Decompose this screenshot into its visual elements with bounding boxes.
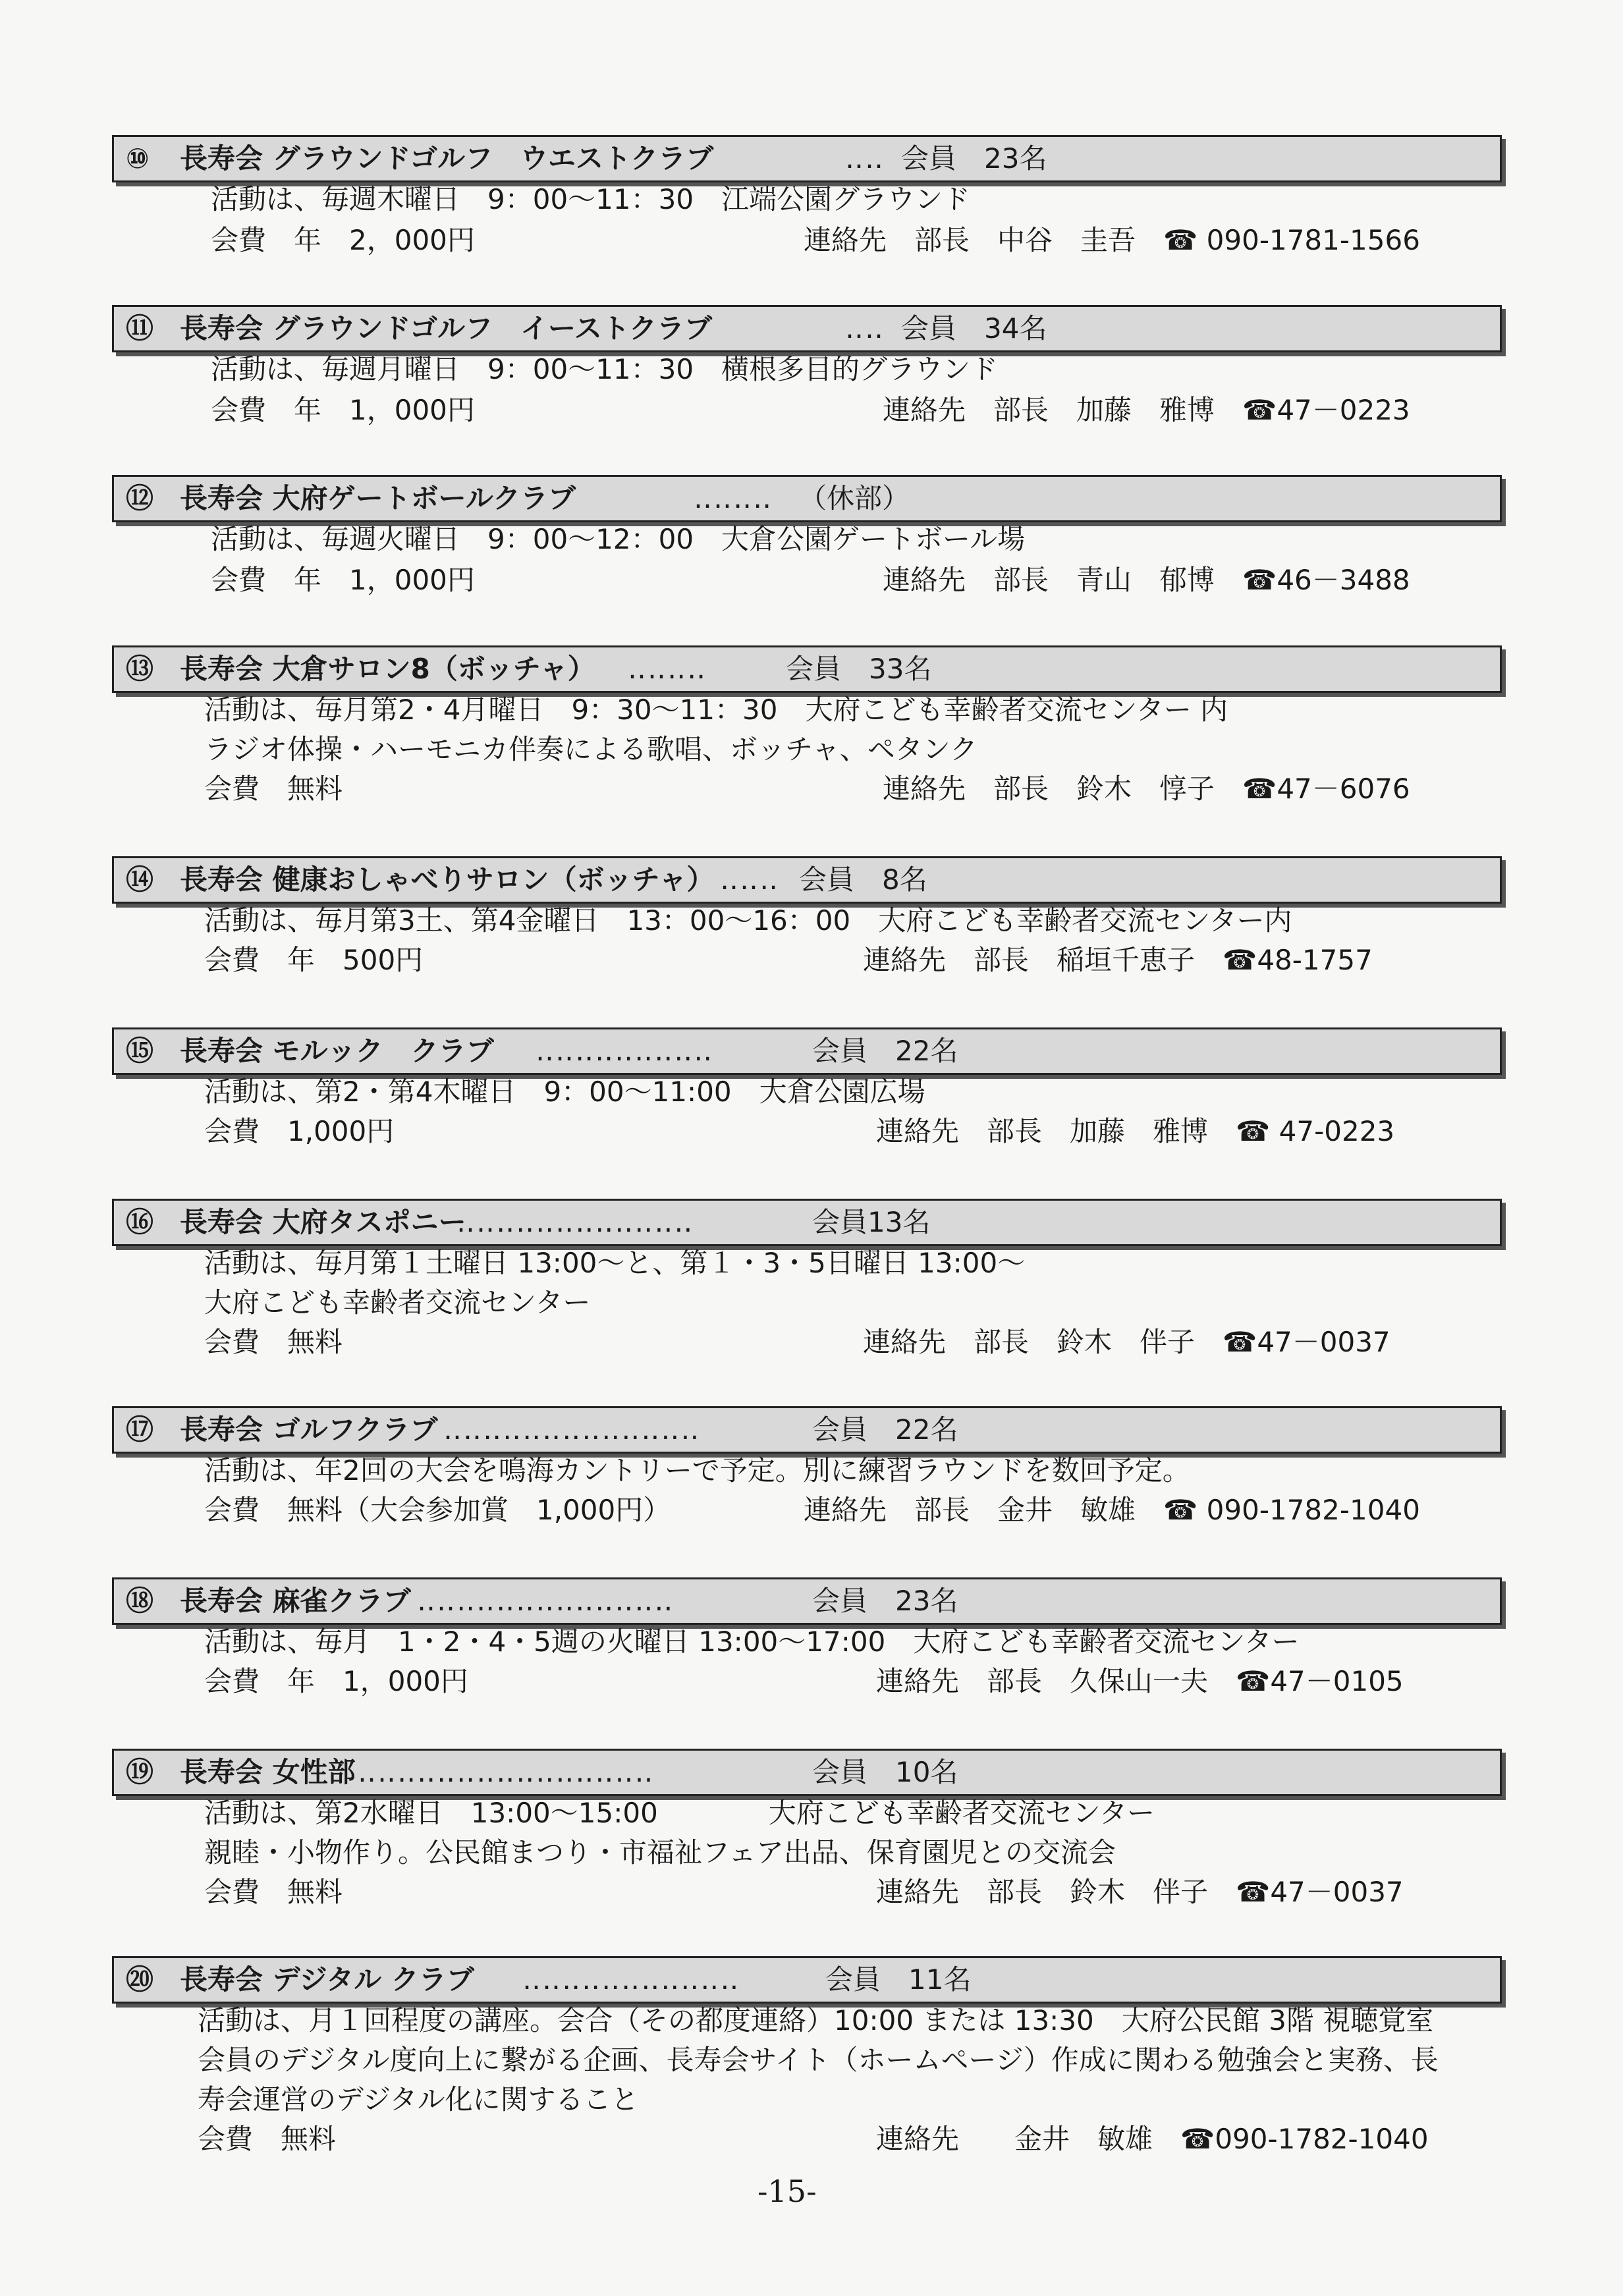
activity-line: 活動は、年2回の大会を鳴海カントリーで予定。別に練習ラウンドを数回予定。	[204, 1454, 1190, 1487]
contact-line: 連絡先 部長 中谷 圭吾 ☎ 090-1781-1566	[804, 224, 1420, 256]
contact-line: 連絡先 部長 鈴木 伴子 ☎47－0037	[876, 1876, 1404, 1908]
fee-line: 会費 年 1，000円	[204, 1665, 468, 1697]
leader-dots: ‥‥	[845, 312, 885, 344]
fee-line: 会費 無料（大会参加賞 1,000円）	[204, 1494, 671, 1526]
activity-line: 活動は、毎月第１土曜日 13:00～と、第１・3・5日曜日 13:00～	[204, 1247, 1026, 1279]
member-count: 会員 23名	[812, 1585, 958, 1617]
contact-line: 連絡先 部長 稲垣千恵子 ☎48-1757	[863, 944, 1373, 976]
activity-line: 大府こども幸齢者交流センター	[204, 1286, 591, 1319]
club-title: 長寿会 モルック クラブ	[180, 1035, 494, 1067]
club-title: 長寿会 グラウンドゴルフ イーストクラブ	[180, 312, 713, 344]
fee-line: 会費 年 500円	[204, 944, 424, 976]
contact-line: 連絡先 部長 久保山一夫 ☎47－0105	[876, 1665, 1404, 1697]
activity-line: 会員のデジタル度向上に繋がる企画、長寿会サイト（ホームページ）作成に関わる勉強会と実務、長	[198, 2044, 1439, 2076]
club-header	[112, 1749, 1502, 1796]
club-title: 長寿会 ゴルフクラブ	[180, 1413, 438, 1446]
club-title: 長寿会 大倉サロン8（ボッチャ）	[180, 653, 595, 685]
club-section	[112, 1749, 1502, 1908]
member-count: 会員 34名	[901, 312, 1047, 344]
member-count: 会員 23名	[901, 142, 1047, 175]
club-section	[112, 1577, 1502, 1697]
club-title: 長寿会 大府タスポニー	[180, 1206, 466, 1238]
contact-line: 連絡先 金井 敏雄 ☎090-1782-1040	[876, 2123, 1429, 2155]
member-count: 会員 11名	[825, 1963, 972, 1996]
club-number: ⑮	[126, 1035, 154, 1067]
club-section	[112, 645, 1502, 805]
member-count: 会員 10名	[812, 1756, 958, 1788]
club-title: 長寿会 デジタル クラブ	[180, 1963, 474, 1996]
activity-line: 活動は、毎週月曜日 9：00～11：30 横根多目的グラウンド	[211, 353, 999, 385]
member-count: 会員 8名	[799, 863, 927, 896]
leader-dots: ‥‥‥‥‥‥‥‥‥‥‥‥‥	[417, 1585, 674, 1617]
club-header	[112, 475, 1502, 522]
fee-line: 会費 無料	[204, 773, 343, 805]
fee-line: 会費 年 2，000円	[211, 224, 475, 256]
club-section	[112, 1027, 1502, 1147]
contact-line: 連絡先 部長 鈴木 惇子 ☎47－6076	[883, 773, 1410, 805]
club-header	[112, 645, 1502, 693]
leader-dots: ‥‥‥‥‥‥‥‥‥‥‥‥‥	[443, 1413, 701, 1446]
leader-dots: ‥‥‥‥‥‥‥‥‥‥‥‥	[456, 1206, 694, 1238]
club-number: ⑱	[126, 1585, 154, 1617]
activity-line: 活動は、毎月 1・2・4・5週の火曜日 13:00～17:00 大府こども幸齢者交流センター	[204, 1626, 1300, 1658]
club-section	[112, 475, 1502, 596]
leader-dots: ‥‥‥‥	[628, 653, 707, 685]
club-section	[112, 1956, 1502, 2155]
activity-line: 親睦・小物作り。公民館まつり・市福祉フェア出品、保育園児との交流会	[204, 1836, 1116, 1869]
club-number: ⑬	[126, 653, 154, 685]
club-number: ⑳	[126, 1963, 154, 1996]
club-number: ⑭	[126, 863, 154, 896]
club-title: 長寿会 大府ゲートボールクラブ	[180, 482, 576, 514]
club-header	[112, 1577, 1502, 1625]
activity-line: 活動は、毎月第2・4月曜日 9：30～11：30 大府こども幸齢者交流センター 内	[204, 694, 1228, 726]
leader-dots: ‥‥	[845, 142, 885, 175]
club-header	[112, 1956, 1502, 2004]
club-section	[112, 1406, 1502, 1526]
activity-line: 活動は、第2・第4木曜日 9：00～11:00 大倉公園広場	[204, 1076, 925, 1108]
contact-line: 連絡先 部長 加藤 雅博 ☎47－0223	[883, 394, 1410, 426]
leader-dots: ‥‥‥‥‥‥‥‥‥	[536, 1035, 714, 1067]
club-title: 長寿会 健康おしゃべりサロン（ボッチャ）	[180, 863, 715, 896]
club-header	[112, 856, 1502, 904]
club-section	[112, 856, 1502, 976]
contact-line: 連絡先 部長 青山 郁博 ☎46－3488	[883, 564, 1410, 596]
activity-line: 活動は、毎週火曜日 9：00～12：00 大倉公園ゲートボール場	[211, 523, 1026, 555]
member-count: 会員 33名	[786, 653, 932, 685]
club-number: ⑩	[126, 142, 150, 175]
member-count: 会員 22名	[812, 1413, 958, 1446]
club-title: 長寿会 麻雀クラブ	[180, 1585, 411, 1617]
club-title: 長寿会 グラウンドゴルフ ウエストクラブ	[180, 142, 714, 175]
leader-dots: ‥‥‥‥	[694, 482, 773, 514]
club-header	[112, 1199, 1502, 1246]
club-header	[112, 305, 1502, 352]
fee-line: 会費 無料	[198, 2123, 337, 2155]
activity-line: 寿会運営のデジタル化に関すること	[198, 2083, 639, 2116]
fee-line: 会費 1,000円	[204, 1115, 395, 1147]
activity-line: ラジオ体操・ハーモニカ伴奏による歌唱、ボッチャ、ペタンク	[204, 733, 977, 765]
contact-line: 連絡先 部長 加藤 雅博 ☎ 47-0223	[876, 1115, 1395, 1147]
club-number: ⑰	[126, 1413, 154, 1446]
club-header	[112, 135, 1502, 182]
fee-line: 会費 年 1，000円	[211, 394, 475, 426]
fee-line: 会費 年 1，000円	[211, 564, 475, 596]
leader-dots: ‥‥‥‥‥‥‥‥‥‥‥	[522, 1963, 740, 1996]
member-count: 会員 22名	[812, 1035, 958, 1067]
activity-line: 活動は、毎月第3土、第4金曜日 13：00～16：00 大府こども幸齢者交流センター内	[204, 904, 1292, 937]
member-count: （休部）	[799, 482, 910, 514]
club-header	[112, 1406, 1502, 1454]
activity-line: 活動は、第2水曜日 13:00～15:00 大府こども幸齢者交流センター	[204, 1797, 1155, 1829]
fee-line: 会費 無料	[204, 1326, 343, 1358]
member-count: 会員13名	[812, 1206, 931, 1238]
club-number: ⑯	[126, 1206, 154, 1238]
club-section	[112, 135, 1502, 256]
club-section	[112, 1199, 1502, 1358]
activity-line: 活動は、月１回程度の講座。会合（その都度連絡）10:00 または 13:30 大府公民館 3階 視聴覚室	[198, 2004, 1434, 2036]
contact-line: 連絡先 部長 金井 敏雄 ☎ 090-1782-1040	[804, 1494, 1420, 1526]
leader-dots: ‥‥‥	[720, 863, 780, 896]
fee-line: 会費 無料	[204, 1876, 343, 1908]
club-title: 長寿会 女性部	[180, 1756, 356, 1788]
activity-line: 活動は、毎週木曜日 9：00～11：30 江端公園グラウンド	[211, 183, 971, 215]
contact-line: 連絡先 部長 鈴木 伴子 ☎47－0037	[863, 1326, 1390, 1358]
club-section	[112, 305, 1502, 426]
club-header	[112, 1027, 1502, 1075]
page-number: -15-	[757, 2173, 817, 2209]
club-number: ⑫	[126, 482, 154, 514]
leader-dots: ‥‥‥‥‥‥‥‥‥‥‥‥‥‥‥	[358, 1756, 655, 1788]
club-number: ⑪	[126, 312, 154, 344]
club-number: ⑲	[126, 1756, 154, 1788]
